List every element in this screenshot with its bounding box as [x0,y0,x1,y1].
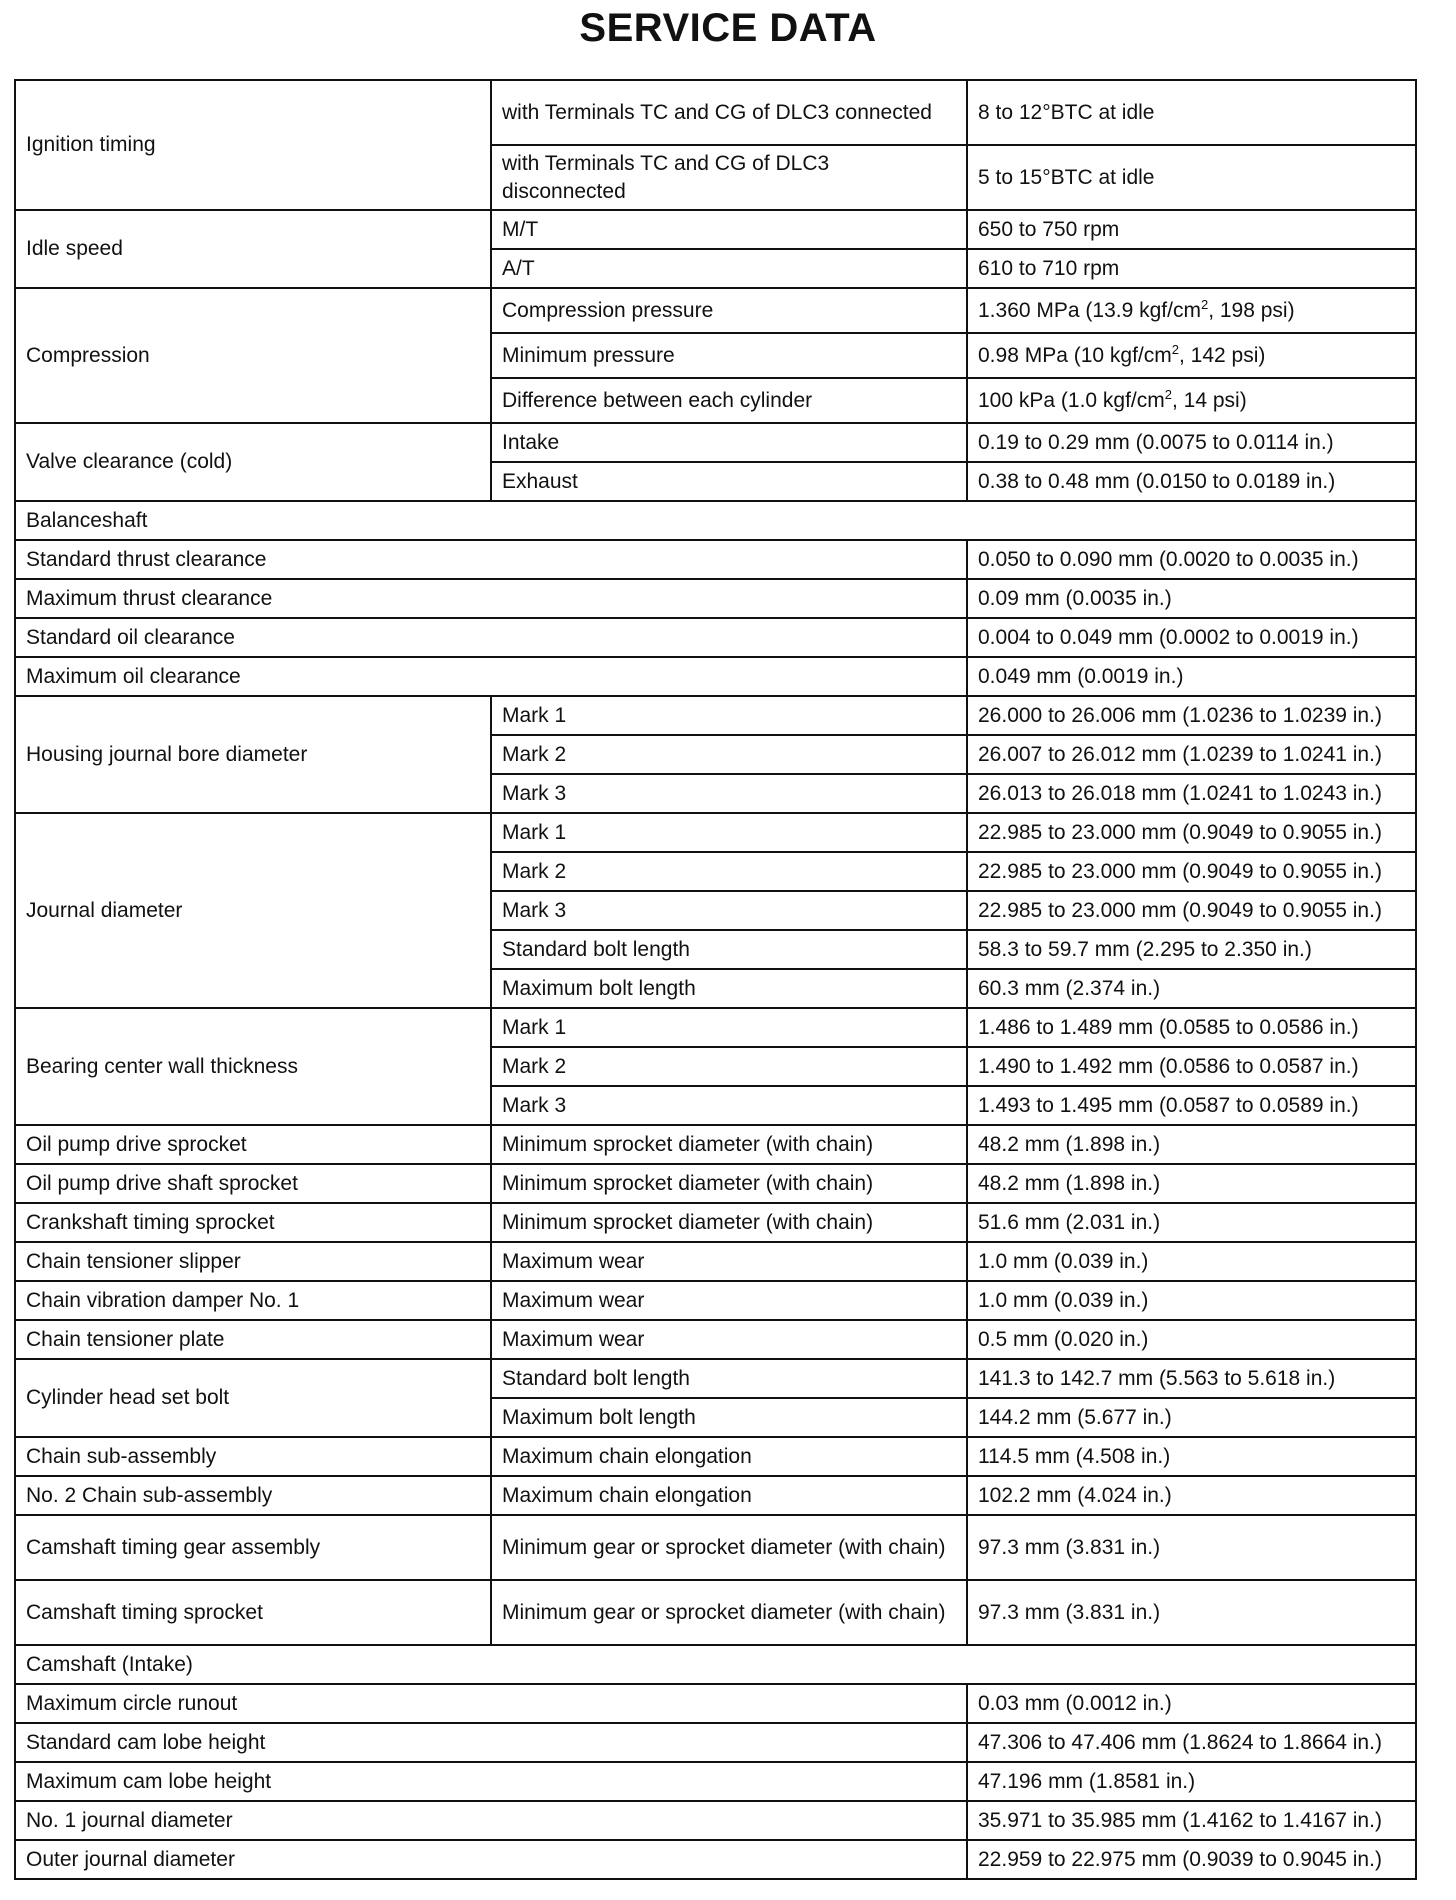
value-cell: 26.013 to 26.018 mm (1.0241 to 1.0243 in.) [967,774,1416,813]
item-label: Idle speed [15,210,491,288]
condition-cell: Exhaust [491,462,967,501]
condition-cell: with Terminals TC and CG of DLC3 disconnected [491,145,967,210]
section-header: Camshaft (Intake) [15,1645,1416,1684]
value-cell: 97.3 mm (3.831 in.) [967,1515,1416,1580]
item-label: Cylinder head set bolt [15,1359,491,1437]
item-label: Camshaft timing sprocket [15,1580,491,1645]
item-label: No. 2 Chain sub-assembly [15,1476,491,1515]
value-cell: 1.0 mm (0.039 in.) [967,1242,1416,1281]
item-label: Outer journal diameter [15,1840,967,1879]
condition-cell: Maximum bolt length [491,1398,967,1437]
table-row [15,288,1416,333]
condition-cell: Minimum sprocket diameter (with chain) [491,1203,967,1242]
table-row [15,1281,1416,1320]
table-row [15,1320,1416,1359]
condition-cell: Minimum gear or sprocket diameter (with chain) [491,1515,967,1580]
item-label: Maximum circle runout [15,1684,967,1723]
table-row [15,210,1416,249]
item-label: Camshaft timing gear assembly [15,1515,491,1580]
condition-cell: Minimum gear or sprocket diameter (with chain) [491,1580,967,1645]
table-row [15,80,1416,145]
item-label: Ignition timing [15,80,491,210]
item-label: Journal diameter [15,813,491,1008]
item-label: Maximum oil clearance [15,657,967,696]
value-cell: 22.985 to 23.000 mm (0.9049 to 0.9055 in.) [967,891,1416,930]
value-cell: 60.3 mm (2.374 in.) [967,969,1416,1008]
value-cell: 102.2 mm (4.024 in.) [967,1476,1416,1515]
section-header: Balanceshaft [15,501,1416,540]
value-cell: 114.5 mm (4.508 in.) [967,1437,1416,1476]
condition-cell: Mark 3 [491,891,967,930]
table-row [15,1762,1416,1801]
item-label: Maximum thrust clearance [15,579,967,618]
page-title: SERVICE DATA [579,6,877,50]
condition-cell: Mark 1 [491,813,967,852]
value-cell: 0.004 to 0.049 mm (0.0002 to 0.0019 in.) [967,618,1416,657]
value-cell: 0.03 mm (0.0012 in.) [967,1684,1416,1723]
condition-cell: Mark 1 [491,696,967,735]
table-row [15,1242,1416,1281]
value-cell: 35.971 to 35.985 mm (1.4162 to 1.4167 in.) [967,1801,1416,1840]
value-cell: 26.000 to 26.006 mm (1.0236 to 1.0239 in.) [967,696,1416,735]
value-cell: 1.0 mm (0.039 in.) [967,1281,1416,1320]
condition-cell: Compression pressure [491,288,967,333]
item-label: Oil pump drive shaft sprocket [15,1164,491,1203]
table-row [15,1723,1416,1762]
item-label: Chain vibration damper No. 1 [15,1281,491,1320]
condition-cell: Minimum sprocket diameter (with chain) [491,1164,967,1203]
condition-cell: Mark 2 [491,1047,967,1086]
value-cell: 610 to 710 rpm [967,249,1416,288]
value-cell: 22.985 to 23.000 mm (0.9049 to 0.9055 in.) [967,813,1416,852]
value-cell: 0.19 to 0.29 mm (0.0075 to 0.0114 in.) [967,423,1416,462]
table-row [15,618,1416,657]
section-header-row [15,1645,1416,1684]
item-label: Chain sub-assembly [15,1437,491,1476]
value-cell: 0.049 mm (0.0019 in.) [967,657,1416,696]
condition-cell: Minimum sprocket diameter (with chain) [491,1125,967,1164]
table-row [15,1801,1416,1840]
condition-cell: Intake [491,423,967,462]
condition-cell: Maximum chain elongation [491,1437,967,1476]
item-label: Standard thrust clearance [15,540,967,579]
item-label: Bearing center wall thickness [15,1008,491,1125]
value-cell: 26.007 to 26.012 mm (1.0239 to 1.0241 in.) [967,735,1416,774]
value-cell: 1.486 to 1.489 mm (0.0585 to 0.0586 in.) [967,1008,1416,1047]
service-data-table [14,79,1417,1880]
condition-cell: with Terminals TC and CG of DLC3 connected [491,80,967,145]
table-row [15,1125,1416,1164]
item-label: Standard cam lobe height [15,1723,967,1762]
value-cell: 0.5 mm (0.020 in.) [967,1320,1416,1359]
table-row [15,1580,1416,1645]
value-cell: 51.6 mm (2.031 in.) [967,1203,1416,1242]
table-row [15,696,1416,735]
value-cell: 0.38 to 0.48 mm (0.0150 to 0.0189 in.) [967,462,1416,501]
value-cell: 22.959 to 22.975 mm (0.9039 to 0.9045 in.) [967,1840,1416,1879]
condition-cell: Maximum bolt length [491,969,967,1008]
value-cell: 58.3 to 59.7 mm (2.295 to 2.350 in.) [967,930,1416,969]
condition-cell: Mark 2 [491,735,967,774]
value-cell: 8 to 12°BTC at idle [967,80,1416,145]
value-cell: 97.3 mm (3.831 in.) [967,1580,1416,1645]
value-cell: 0.98 MPa (10 kgf/$cm^2$, 142 psi) [967,333,1416,378]
item-label: Standard oil clearance [15,618,967,657]
table-row [15,1840,1416,1879]
value-cell: 5 to 15°BTC at idle [967,145,1416,210]
item-label: Valve clearance (cold) [15,423,491,501]
table-row [15,1164,1416,1203]
value-cell: 0.050 to 0.090 mm (0.0020 to 0.0035 in.) [967,540,1416,579]
condition-cell: A/T [491,249,967,288]
value-cell: 1.490 to 1.492 mm (0.0586 to 0.0587 in.) [967,1047,1416,1086]
value-cell: 48.2 mm (1.898 in.) [967,1125,1416,1164]
table-row [15,1476,1416,1515]
item-label: Maximum cam lobe height [15,1762,967,1801]
table-row [15,1359,1416,1398]
condition-cell: Difference between each cylinder [491,378,967,423]
value-cell: 22.985 to 23.000 mm (0.9049 to 0.9055 in.) [967,852,1416,891]
condition-cell: Mark 2 [491,852,967,891]
condition-cell: Mark 3 [491,774,967,813]
item-label: Crankshaft timing sprocket [15,1203,491,1242]
item-label: No. 1 journal diameter [15,1801,967,1840]
condition-cell: Mark 1 [491,1008,967,1047]
value-cell: 141.3 to 142.7 mm (5.563 to 5.618 in.) [967,1359,1416,1398]
value-cell: 144.2 mm (5.677 in.) [967,1398,1416,1437]
item-label: Compression [15,288,491,423]
value-cell: 47.196 mm (1.8581 in.) [967,1762,1416,1801]
condition-cell: Standard bolt length [491,930,967,969]
item-label: Chain tensioner slipper [15,1242,491,1281]
value-cell: 1.493 to 1.495 mm (0.0587 to 0.0589 in.) [967,1086,1416,1125]
table-row [15,657,1416,696]
item-label: Oil pump drive sprocket [15,1125,491,1164]
condition-cell: Maximum chain elongation [491,1476,967,1515]
condition-cell: Minimum pressure [491,333,967,378]
table-row [15,1437,1416,1476]
table-row [15,579,1416,618]
table-row [15,1203,1416,1242]
condition-cell: Standard bolt length [491,1359,967,1398]
condition-cell: Maximum wear [491,1320,967,1359]
value-cell: 650 to 750 rpm [967,210,1416,249]
item-label: Chain tensioner plate [15,1320,491,1359]
condition-cell: Maximum wear [491,1281,967,1320]
table-row [15,540,1416,579]
condition-cell: Mark 3 [491,1086,967,1125]
value-cell: 0.09 mm (0.0035 in.) [967,579,1416,618]
value-cell: 47.306 to 47.406 mm (1.8624 to 1.8664 in.) [967,1723,1416,1762]
condition-cell: M/T [491,210,967,249]
condition-cell: Maximum wear [491,1242,967,1281]
table-row [15,423,1416,462]
section-header-row [15,501,1416,540]
table-row [15,813,1416,852]
table-row [15,1515,1416,1580]
item-label: Housing journal bore diameter [15,696,491,813]
value-cell: 100 kPa (1.0 kgf/$cm^2$, 14 psi) [967,378,1416,423]
value-cell: 48.2 mm (1.898 in.) [967,1164,1416,1203]
table-row [15,1684,1416,1723]
table-row [15,1008,1416,1047]
value-cell: 1.360 MPa (13.9 kgf/$cm^2$, 198 psi) [967,288,1416,333]
